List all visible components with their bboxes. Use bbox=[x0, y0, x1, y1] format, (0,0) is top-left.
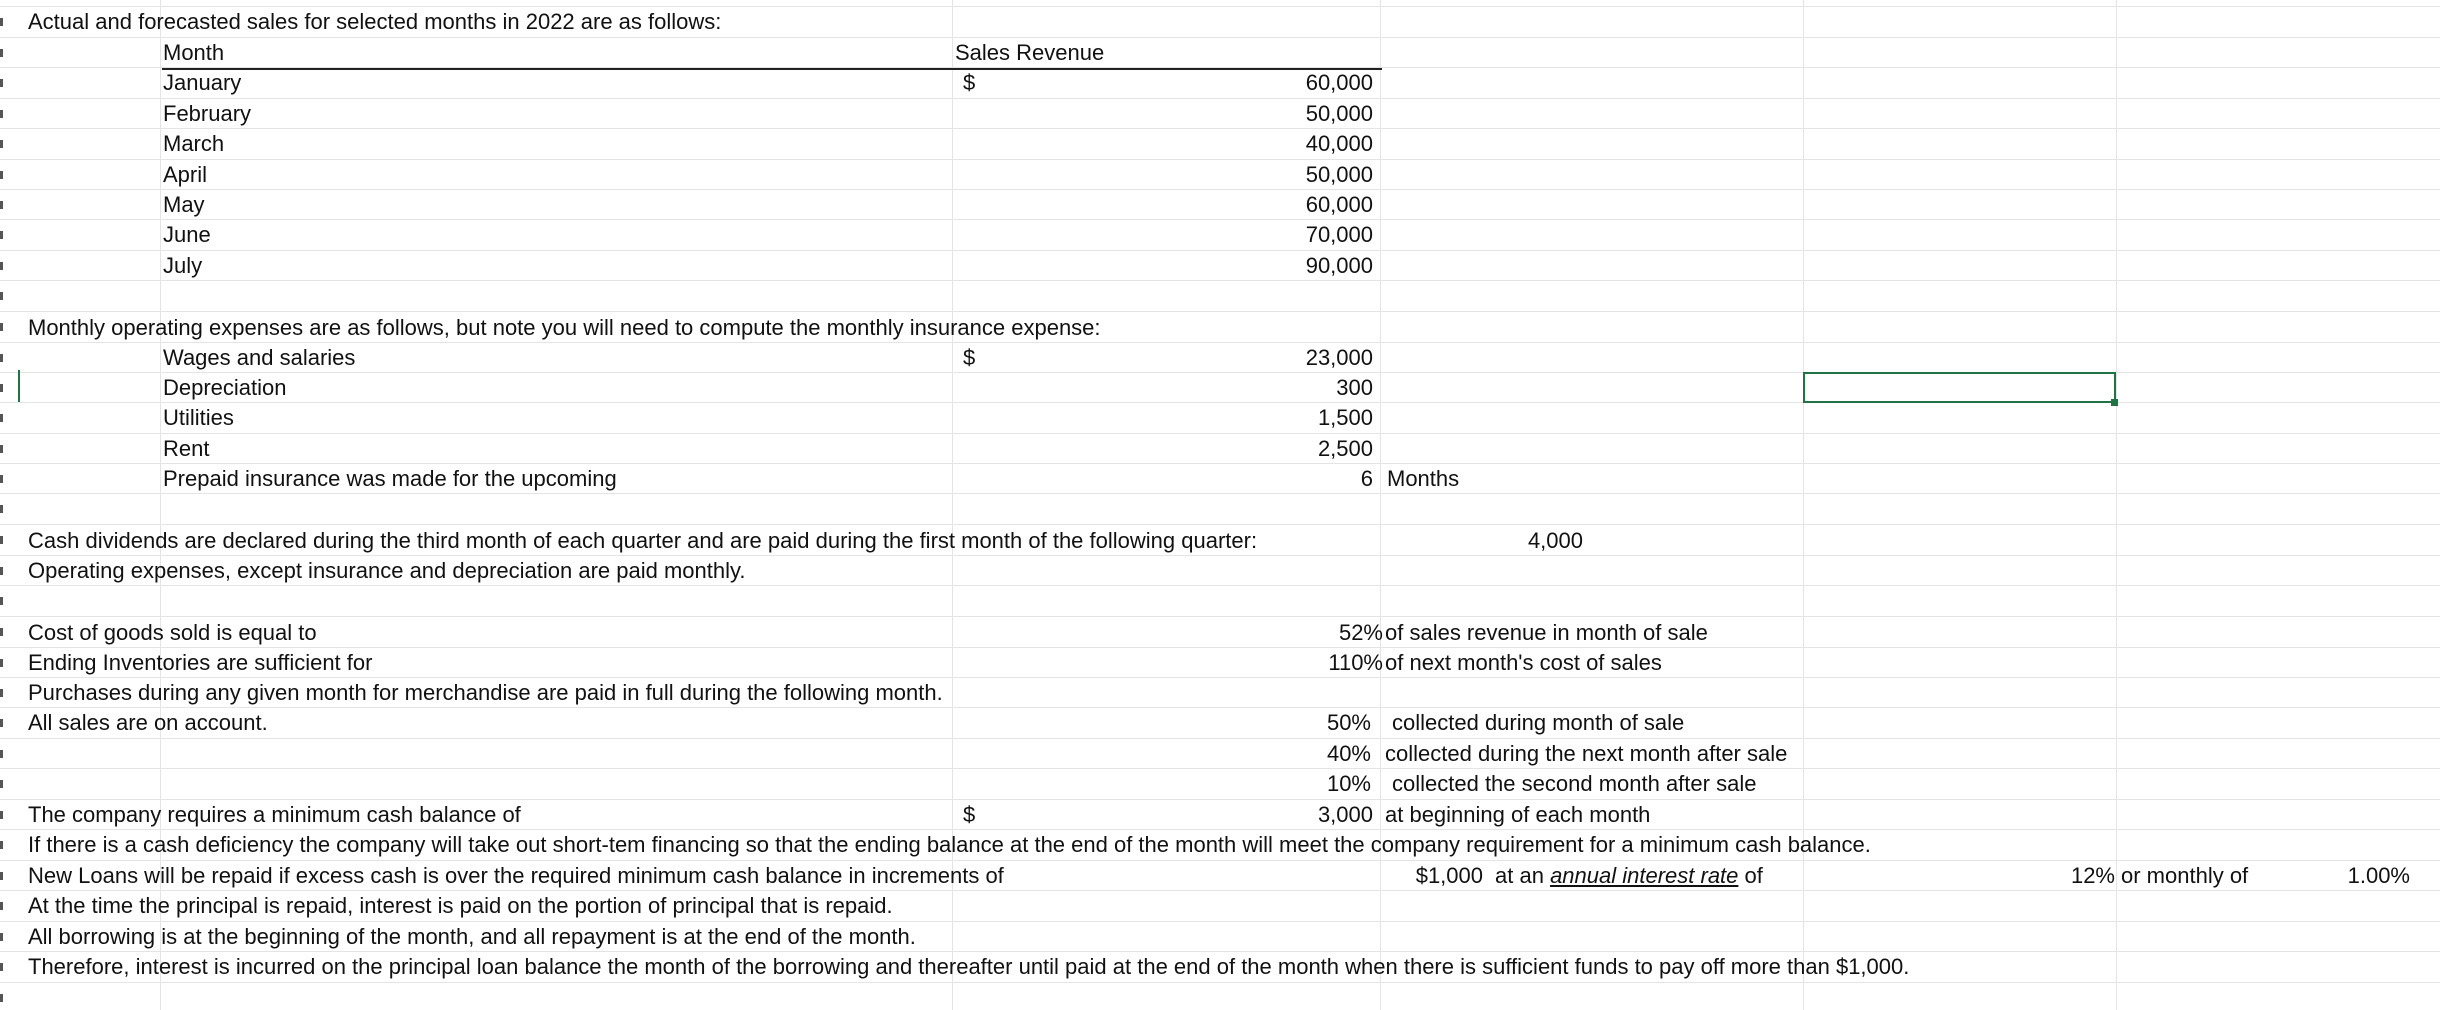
inventory-note[interactable]: of next month's cost of sales bbox=[1385, 650, 1662, 675]
row-header-edge[interactable] bbox=[0, 536, 3, 544]
note-interest[interactable]: Therefore, interest is incurred on the principal loan balance the month of the borrowing and thereafter until paid at the end of the month when there is sufficient funds to pay off more than $1,000. bbox=[28, 954, 1910, 979]
expense-value[interactable]: 23,000 bbox=[1305, 345, 1373, 370]
collection-note[interactable]: collected the second month after sale bbox=[1392, 771, 1757, 796]
expense-label[interactable]: Depreciation bbox=[163, 375, 287, 400]
expenses-currency[interactable]: $ bbox=[963, 345, 976, 370]
cogs-note[interactable]: of sales revenue in month of sale bbox=[1385, 620, 1708, 645]
row-gridline bbox=[0, 311, 2440, 312]
sales-currency[interactable]: $ bbox=[963, 70, 976, 95]
monthly-label[interactable]: or monthly of bbox=[2121, 863, 2249, 888]
min-cash-note[interactable]: at beginning of each month bbox=[1385, 802, 1651, 827]
sales-value[interactable]: 50,000 bbox=[1305, 162, 1373, 187]
row-header-edge[interactable] bbox=[0, 872, 3, 880]
purchases-note[interactable]: Purchases during any given month for merchandise are paid in full during the following month. bbox=[28, 680, 943, 705]
inventory-label[interactable]: Ending Inventories are sufficient for bbox=[28, 650, 373, 675]
row-gridline bbox=[0, 37, 2440, 38]
sales-month[interactable]: February bbox=[163, 101, 252, 126]
row-header-edge[interactable] bbox=[0, 841, 3, 849]
sales-month[interactable]: April bbox=[163, 162, 208, 187]
months-unit[interactable]: Months bbox=[1387, 466, 1460, 491]
row-header-edge[interactable] bbox=[0, 49, 3, 57]
month-header[interactable]: Month bbox=[163, 40, 225, 65]
min-cash-currency[interactable]: $ bbox=[963, 802, 976, 827]
row-header-edge[interactable] bbox=[0, 811, 3, 819]
collection-note[interactable]: collected during month of sale bbox=[1392, 710, 1685, 735]
row-header-edge[interactable] bbox=[0, 140, 3, 148]
expense-label[interactable]: Wages and salaries bbox=[163, 345, 356, 370]
row-header-edge[interactable] bbox=[0, 628, 3, 636]
intro-text[interactable]: Actual and forecasted sales for selected months in 2022 are as follows: bbox=[28, 9, 722, 34]
row-header-edge[interactable] bbox=[0, 750, 3, 758]
row-header-edge[interactable] bbox=[0, 567, 3, 575]
expense-value[interactable]: 6 bbox=[1360, 466, 1373, 491]
sales-month[interactable]: March bbox=[163, 131, 225, 156]
loan-rate-text[interactable] bbox=[1495, 861, 1763, 891]
row-header-edge[interactable] bbox=[0, 719, 3, 727]
collection-pct[interactable]: 50% bbox=[1326, 710, 1371, 735]
dividends-text[interactable]: Cash dividends are declared during the third month of each quarter and are paid during the first month of the following quarter: bbox=[28, 528, 1258, 553]
row-header-edge[interactable] bbox=[0, 18, 3, 26]
row-header-edge[interactable] bbox=[0, 354, 3, 362]
min-cash-value[interactable]: 3,000 bbox=[1317, 802, 1373, 827]
loans-label[interactable]: New Loans will be repaid if excess cash is over the required minimum cash balance in increments of bbox=[28, 863, 1004, 888]
row-header-edge[interactable] bbox=[0, 384, 3, 392]
selected-cell[interactable] bbox=[1803, 372, 2116, 403]
at-an-text: at an bbox=[1495, 863, 1544, 888]
row-header-edge[interactable] bbox=[0, 323, 3, 331]
expense-value[interactable]: 1,500 bbox=[1317, 405, 1373, 430]
row-header-edge[interactable] bbox=[0, 597, 3, 605]
sales-month[interactable]: June bbox=[163, 222, 211, 247]
annual-rate[interactable]: 12% bbox=[2070, 863, 2115, 888]
expense-label[interactable]: Prepaid insurance was made for the upcoming bbox=[163, 466, 617, 491]
loan-increment[interactable]: $1,000 bbox=[1415, 863, 1483, 888]
row-header-edge[interactable] bbox=[0, 262, 3, 270]
sales-value[interactable]: 60,000 bbox=[1305, 192, 1373, 217]
monthly-rate[interactable]: 1.00% bbox=[2347, 863, 2410, 888]
revenue-header[interactable]: Sales Revenue bbox=[955, 40, 1105, 65]
sales-value[interactable]: 70,000 bbox=[1305, 222, 1373, 247]
fill-handle[interactable] bbox=[2111, 399, 2118, 406]
row-header-edge[interactable] bbox=[0, 231, 3, 239]
row-header-edge[interactable] bbox=[0, 475, 3, 483]
row-header-edge[interactable] bbox=[0, 292, 3, 300]
row-header-edge[interactable] bbox=[0, 110, 3, 118]
sales-month[interactable]: May bbox=[163, 192, 205, 217]
row-header-edge[interactable] bbox=[0, 994, 3, 1002]
active-row-indicator bbox=[18, 370, 20, 402]
collection-pct[interactable]: 40% bbox=[1326, 741, 1371, 766]
row-header-edge[interactable] bbox=[0, 689, 3, 697]
sales-value[interactable]: 40,000 bbox=[1305, 131, 1373, 156]
sales-value[interactable]: 50,000 bbox=[1305, 101, 1373, 126]
row-header-edge[interactable] bbox=[0, 963, 3, 971]
expense-value[interactable]: 2,500 bbox=[1317, 436, 1373, 461]
expense-label[interactable]: Rent bbox=[163, 436, 210, 461]
note-repayment[interactable]: At the time the principal is repaid, interest is paid on the portion of principal that is repaid. bbox=[28, 893, 893, 918]
sales-month[interactable]: January bbox=[163, 70, 242, 95]
dividends-value[interactable]: 4,000 bbox=[1527, 528, 1583, 553]
opex-note[interactable]: Operating expenses, except insurance and depreciation are paid monthly. bbox=[28, 558, 746, 583]
collections-label[interactable]: All sales are on account. bbox=[28, 710, 268, 735]
row-header-edge[interactable] bbox=[0, 201, 3, 209]
row-header-edge[interactable] bbox=[0, 780, 3, 788]
row-gridline bbox=[0, 524, 2440, 525]
collection-note[interactable]: collected during the next month after sale bbox=[1385, 741, 1788, 766]
sales-value[interactable]: 90,000 bbox=[1305, 253, 1373, 278]
column-gridline bbox=[2116, 0, 2117, 1010]
cogs-label[interactable]: Cost of goods sold is equal to bbox=[28, 620, 317, 645]
row-gridline bbox=[0, 616, 2440, 617]
annual-interest-rate-label: annual interest rate bbox=[1550, 863, 1739, 888]
sales-month[interactable]: July bbox=[163, 253, 203, 278]
of-text: of bbox=[1744, 863, 1763, 888]
expenses-intro[interactable]: Monthly operating expenses are as follows, but note you will need to compute the monthly insurance expense: bbox=[28, 315, 1101, 340]
note-borrowing[interactable]: All borrowing is at the beginning of the month, and all repayment is at the end of the month. bbox=[28, 924, 916, 949]
inventory-pct[interactable]: 110% bbox=[1328, 650, 1383, 675]
collection-pct[interactable]: 10% bbox=[1326, 771, 1371, 796]
row-header-edge[interactable] bbox=[0, 902, 3, 910]
row-header-edge[interactable] bbox=[0, 933, 3, 941]
cogs-pct[interactable]: 52% bbox=[1338, 620, 1383, 645]
row-header-edge[interactable] bbox=[0, 171, 3, 179]
row-header-edge[interactable] bbox=[0, 414, 3, 422]
expense-value[interactable]: 300 bbox=[1336, 375, 1373, 400]
min-cash-label[interactable]: The company requires a minimum cash balance of bbox=[28, 802, 521, 827]
row-header-edge[interactable] bbox=[0, 505, 3, 513]
row-gridline bbox=[0, 982, 2440, 983]
deficiency-note[interactable]: If there is a cash deficiency the company will take out short-tem financing so that the ending balance at the end of the month will meet the company requirement for a minimum cash balance. bbox=[28, 832, 1871, 857]
row-header-edge[interactable] bbox=[0, 659, 3, 667]
expense-label[interactable]: Utilities bbox=[163, 405, 234, 430]
row-header-edge[interactable] bbox=[0, 79, 3, 87]
sales-value[interactable]: 60,000 bbox=[1305, 70, 1373, 95]
row-header-edge[interactable] bbox=[0, 445, 3, 453]
